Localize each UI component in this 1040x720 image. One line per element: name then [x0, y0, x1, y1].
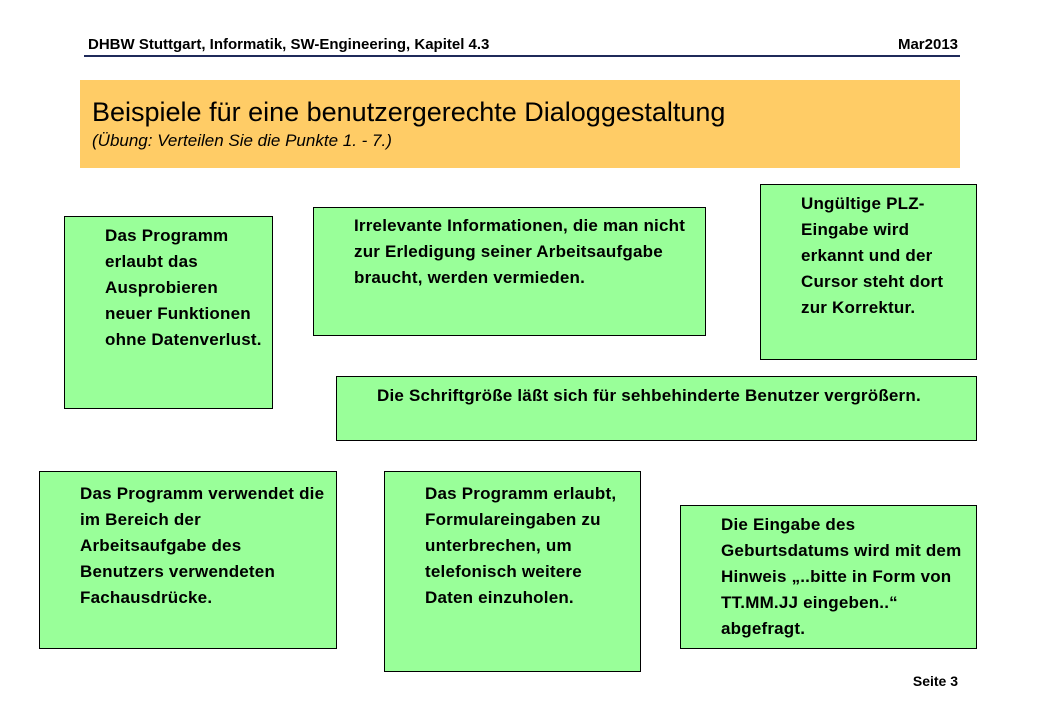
slide-title: Beispiele für eine benutzergerechte Dialoggestaltung — [92, 97, 726, 127]
card-ausprobieren — [64, 216, 273, 409]
card-text: Das Programm erlaubt das Ausprobieren neuer Funktionen ohne Datenverlust. — [105, 226, 262, 349]
card-schriftgroesse — [336, 376, 977, 441]
page-number: Seite 3 — [912, 673, 958, 689]
header-divider — [84, 55, 960, 57]
card-geburtsdatum — [680, 505, 977, 649]
card-text: Irrelevante Informationen, die man nicht zur Erledigung seiner Arbeitsaufgabe braucht, werden vermieden. — [354, 216, 686, 287]
card-fachausdruecke — [39, 471, 337, 649]
header-date: Mar2013 — [897, 36, 958, 53]
card-irrelevante-informationen — [313, 207, 706, 336]
card-text: Ungültige PLZ-Eingabe wird erkannt und der Cursor steht dort zur Korrektur. — [801, 194, 944, 317]
card-text: Die Eingabe des Geburtsdatums wird mit dem Hinweis „..bitte in Form von TT.MM.JJ eingeben..“ abgefragt. — [721, 515, 962, 638]
card-text: Die Schriftgröße läßt sich für sehbehinderte Benutzer vergrößern. — [377, 386, 921, 405]
slide-title-box — [80, 80, 960, 168]
card-unterbrechen — [384, 471, 641, 672]
header-course-title: DHBW Stuttgart, Informatik, SW-Engineering, Kapitel 4.3 — [88, 36, 490, 53]
card-text: Das Programm erlaubt, Formulareingaben zu unterbrechen, um telefonisch weitere Daten einzuholen. — [425, 484, 617, 607]
card-text: Das Programm verwendet die im Bereich der Arbeitsaufgabe des Benutzers verwendeten Fachausdrücke. — [80, 484, 325, 607]
slide-subtitle: (Übung: Verteilen Sie die Punkte 1. - 7.) — [92, 131, 392, 150]
card-ungueltige-plz — [760, 184, 977, 360]
